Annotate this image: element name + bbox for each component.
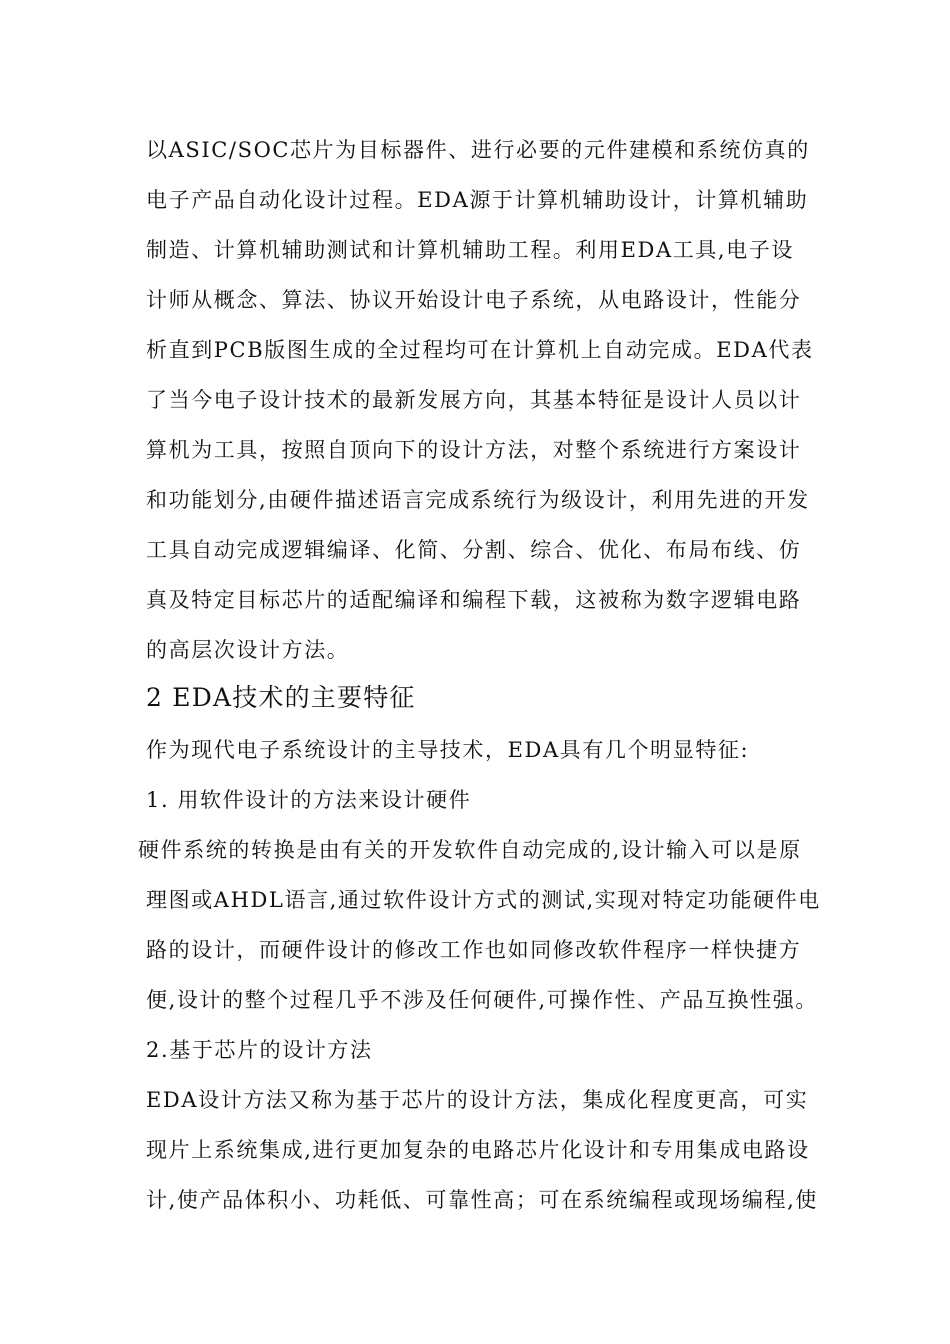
paragraph-line: EDA设计方法又称为基于芯片的设计方法，集成化程度更高，可实 [146,1088,809,1112]
paragraph-line: 析直到PCB版图生成的全过程均可在计算机上自动完成。EDA代表 [146,338,814,362]
paragraph-line: 计师从概念、算法、协议开始设计电子系统，从电路设计，性能分 [146,288,802,312]
paragraph-line: 现片上系统集成,进行更加复杂的电路芯片化设计和专用集成电路设 [146,1138,810,1162]
paragraph-line: 的高层次设计方法。 [146,638,350,662]
paragraph-line: 以ASIC/SOC芯片为目标器件、进行必要的元件建模和系统仿真的 [146,138,810,162]
paragraph-line: 硬件系统的转换是由有关的开发软件自动完成的,设计输入可以是原 [138,838,802,862]
item-1-title: 1. 用软件设计的方法来设计硬件 [146,788,472,812]
paragraph-line: 工具自动完成逻辑编译、化简、分割、综合、优化、布局布线、仿 [146,538,802,562]
paragraph-line: 计,使产品体积小、功耗低、可靠性高；可在系统编程或现场编程,使 [146,1188,818,1212]
paragraph-line: 了当今电子设计技术的最新发展方向，其基本特征是设计人员以计 [146,388,802,412]
paragraph-line: 电子产品自动化设计过程。EDA源于计算机辅助设计，计算机辅助 [146,188,809,212]
paragraph-line: 理图或AHDL语言,通过软件设计方式的测试,实现对特定功能硬件电 [146,888,821,912]
paragraph-line: 真及特定目标芯片的适配编译和编程下载，这被称为数字逻辑电路 [146,588,802,612]
section-heading: 2 EDA技术的主要特征 [146,683,416,712]
paragraph-line: 制造、计算机辅助测试和计算机辅助工程。利用EDA工具,电子设 [146,238,795,262]
paragraph-line: 和功能划分,由硬件描述语言完成系统行为级设计，利用先进的开发 [146,488,810,512]
paragraph-line: 路的设计，而硬件设计的修改工作也如同修改软件程序一样快捷方 [146,938,802,962]
paragraph-line: 算机为工具，按照自顶向下的设计方法，对整个系统进行方案设计 [146,438,802,462]
section-intro: 作为现代电子系统设计的主导技术，EDA具有几个明显特征: [146,738,750,762]
item-2-title: 2.基于芯片的设计方法 [146,1038,373,1062]
paragraph-line: 便,设计的整个过程几乎不涉及任何硬件,可操作性、产品互换性强。 [146,988,818,1012]
